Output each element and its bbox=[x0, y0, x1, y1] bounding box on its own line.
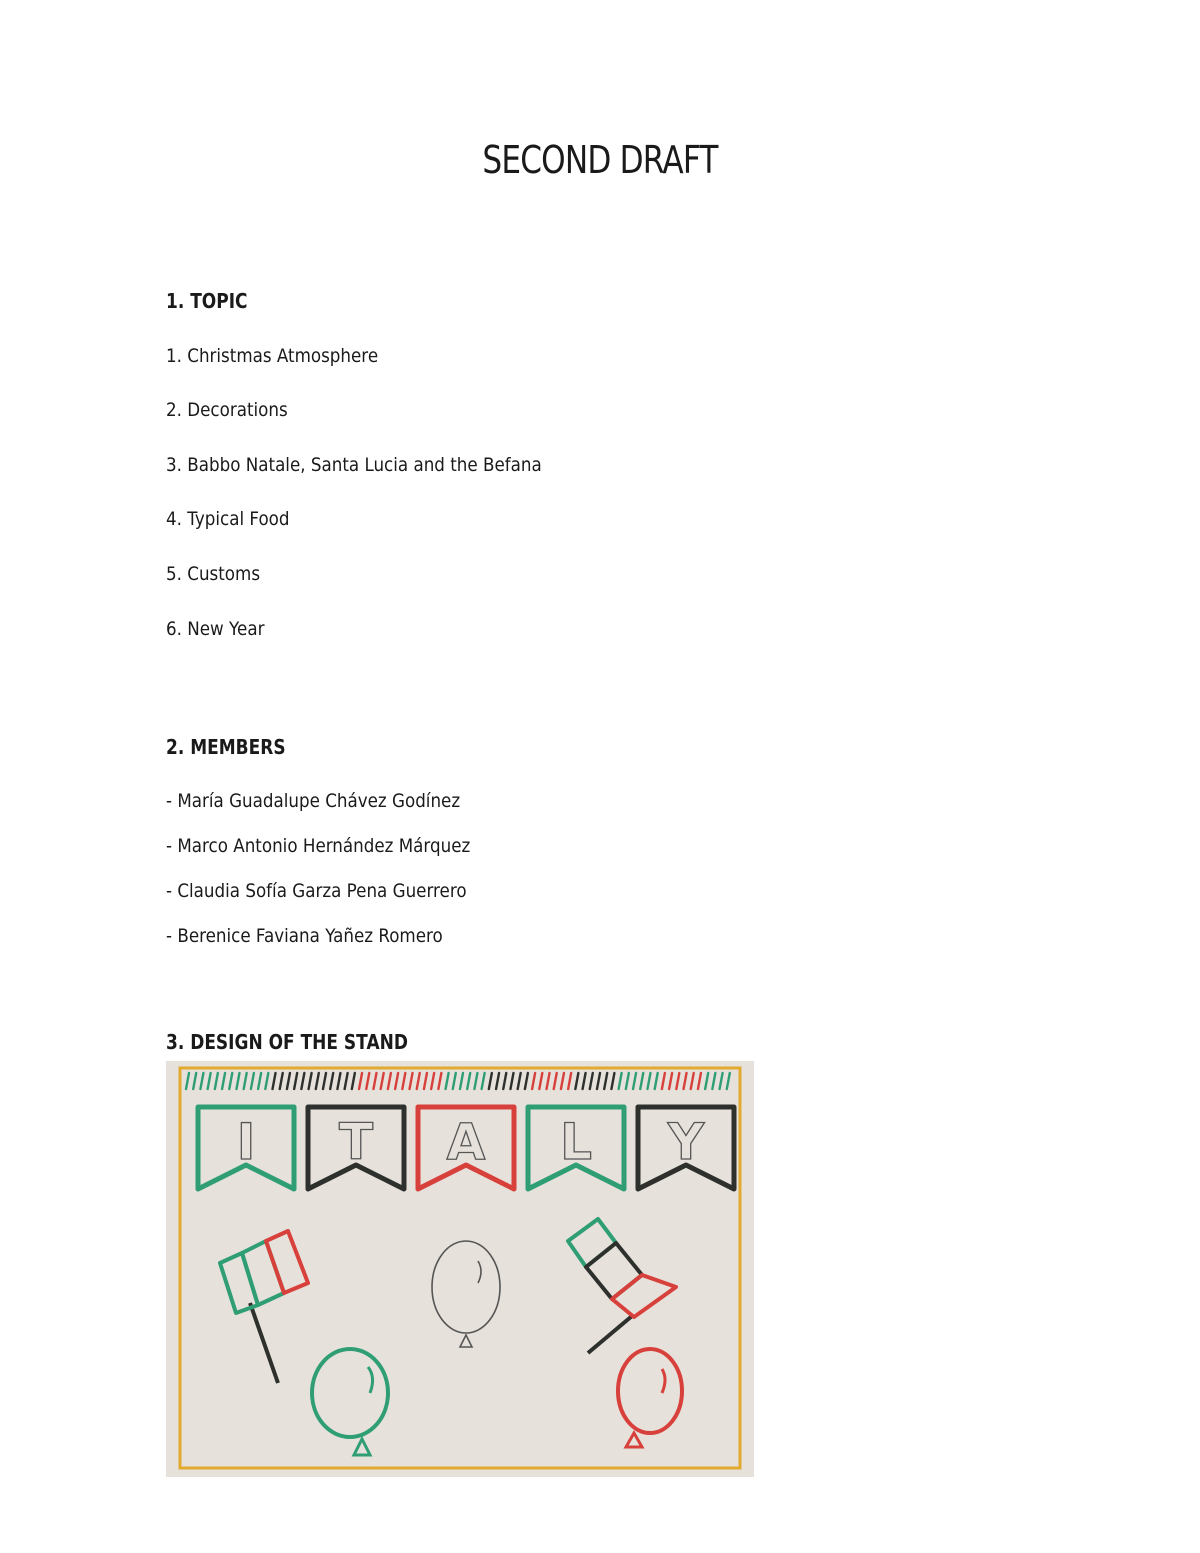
pennant-letter: A bbox=[446, 1113, 486, 1171]
member-item: - María Guadalupe Chávez Godínez bbox=[166, 790, 461, 812]
design-heading: 3. DESIGN OF THE STAND bbox=[166, 1030, 408, 1054]
topic-item: 2. Decorations bbox=[166, 399, 288, 421]
topic-heading: 1. TOPIC bbox=[166, 289, 248, 313]
pennant-letter: T bbox=[338, 1113, 374, 1171]
topic-item: 5. Customs bbox=[166, 563, 261, 585]
pennant-letter: L bbox=[560, 1113, 592, 1171]
member-item: - Marco Antonio Hernández Márquez bbox=[166, 835, 471, 857]
page-title: SECOND DRAFT bbox=[482, 138, 718, 182]
topic-item: 1. Christmas Atmosphere bbox=[166, 345, 379, 367]
pennant-letter: I bbox=[236, 1113, 256, 1171]
topic-item: 3. Babbo Natale, Santa Lucia and the Befana bbox=[166, 454, 542, 476]
topic-item: 4. Typical Food bbox=[166, 508, 290, 530]
topic-item: 6. New Year bbox=[166, 618, 265, 640]
member-item: - Berenice Faviana Yañez Romero bbox=[166, 925, 443, 947]
member-item: - Claudia Sofía Garza Pena Guerrero bbox=[166, 880, 467, 902]
pennant-letter: Y bbox=[667, 1113, 705, 1171]
stand-design-drawing bbox=[166, 1061, 754, 1477]
members-heading: 2. MEMBERS bbox=[166, 735, 286, 759]
